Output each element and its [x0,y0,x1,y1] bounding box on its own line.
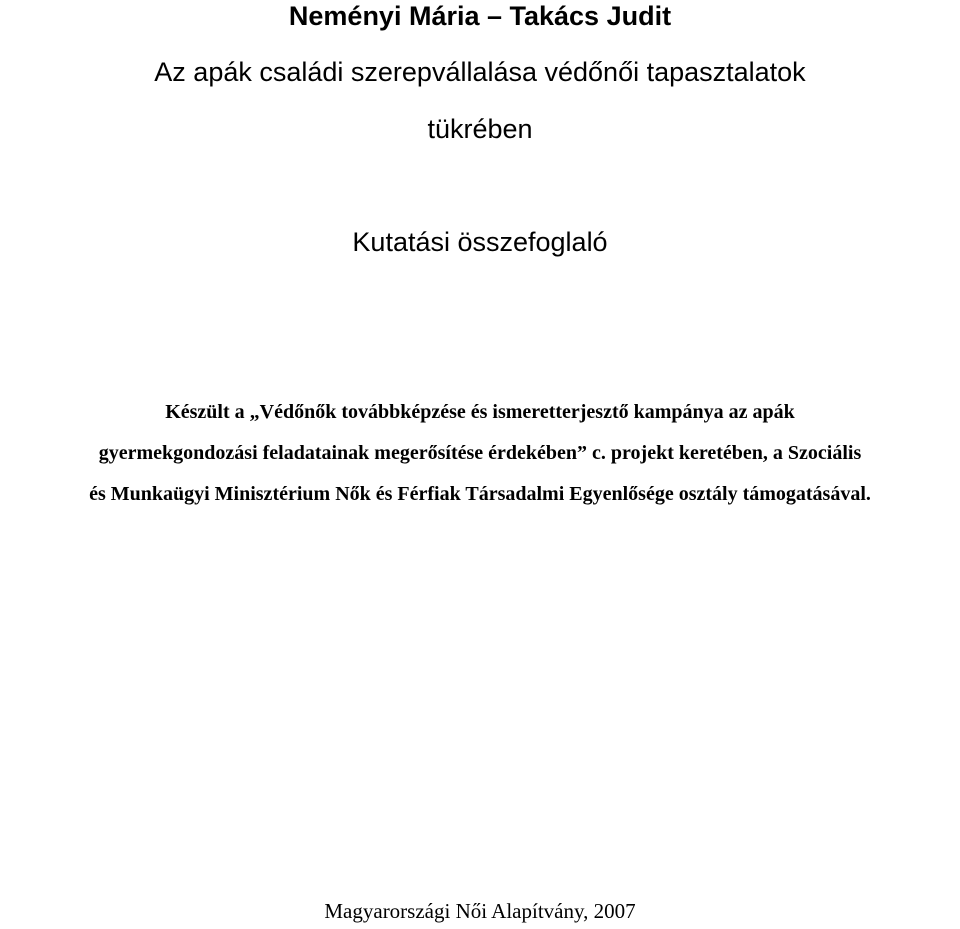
funding-line-1: Készült a „Védőnők továbbképzése és ismeretterjesztő kampánya az apák [165,401,795,423]
funding-statement [0,392,960,515]
authors: Neményi Mária – Takács Judit [288,1,672,31]
funding-line-3: és Munkaügyi Minisztérium Nők és Férfiak Társadalmi Egyenlősége osztály támogatásával. [89,483,871,505]
document-title-line-2: tükrében [427,114,533,144]
document-subtitle: Kutatási összefoglaló [352,227,608,257]
document-title-line-1: Az apák családi szerepvállalása védőnői tapasztalatok [154,57,806,87]
funding-line-2: gyermekgondozási feladatainak megerősítése érdekében” c. projekt keretében, a Szociális [98,442,862,464]
publisher-line: Magyarországi Női Alapítvány, 2007 [324,899,636,923]
